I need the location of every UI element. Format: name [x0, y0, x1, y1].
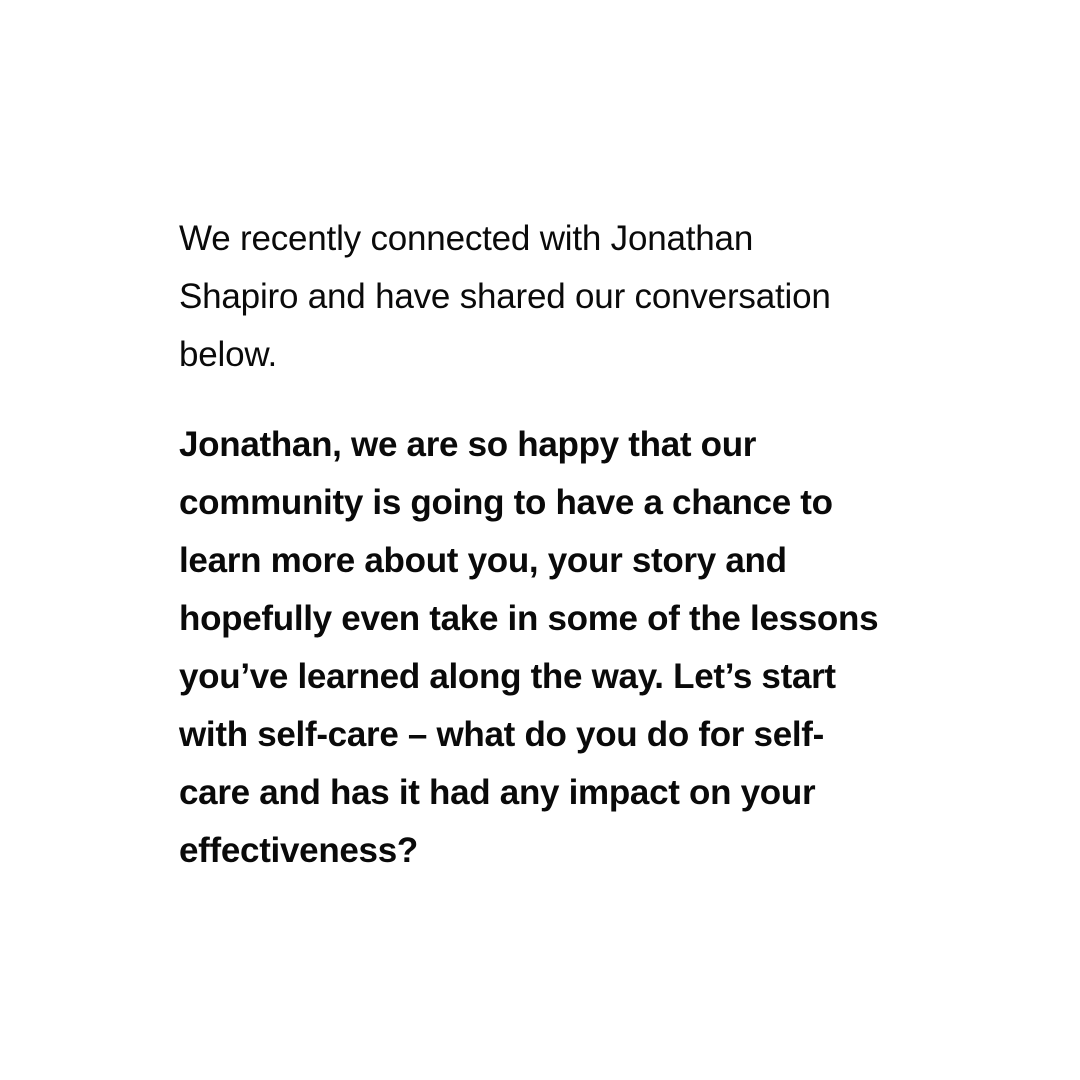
article-body: [179, 210, 899, 880]
question-line: care and has it had any impact on your: [179, 773, 816, 812]
question-line: effectiveness?: [179, 831, 418, 870]
intro-paragraph: [179, 210, 899, 384]
question-line: you’ve learned along the way. Let’s start: [179, 657, 836, 696]
question-line: community is going to have a chance to: [179, 483, 833, 522]
question-line: with self-care – what do you do for self-: [179, 715, 825, 754]
intro-line: We recently connected with Jonathan: [179, 219, 754, 258]
intro-line: below.: [179, 335, 278, 374]
intro-line: Shapiro and have shared our conversation: [179, 277, 831, 316]
interview-question: [179, 416, 899, 880]
question-line: hopefully even take in some of the lessons: [179, 599, 879, 638]
question-line: learn more about you, your story and: [179, 541, 787, 580]
question-line: Jonathan, we are so happy that our: [179, 425, 757, 464]
